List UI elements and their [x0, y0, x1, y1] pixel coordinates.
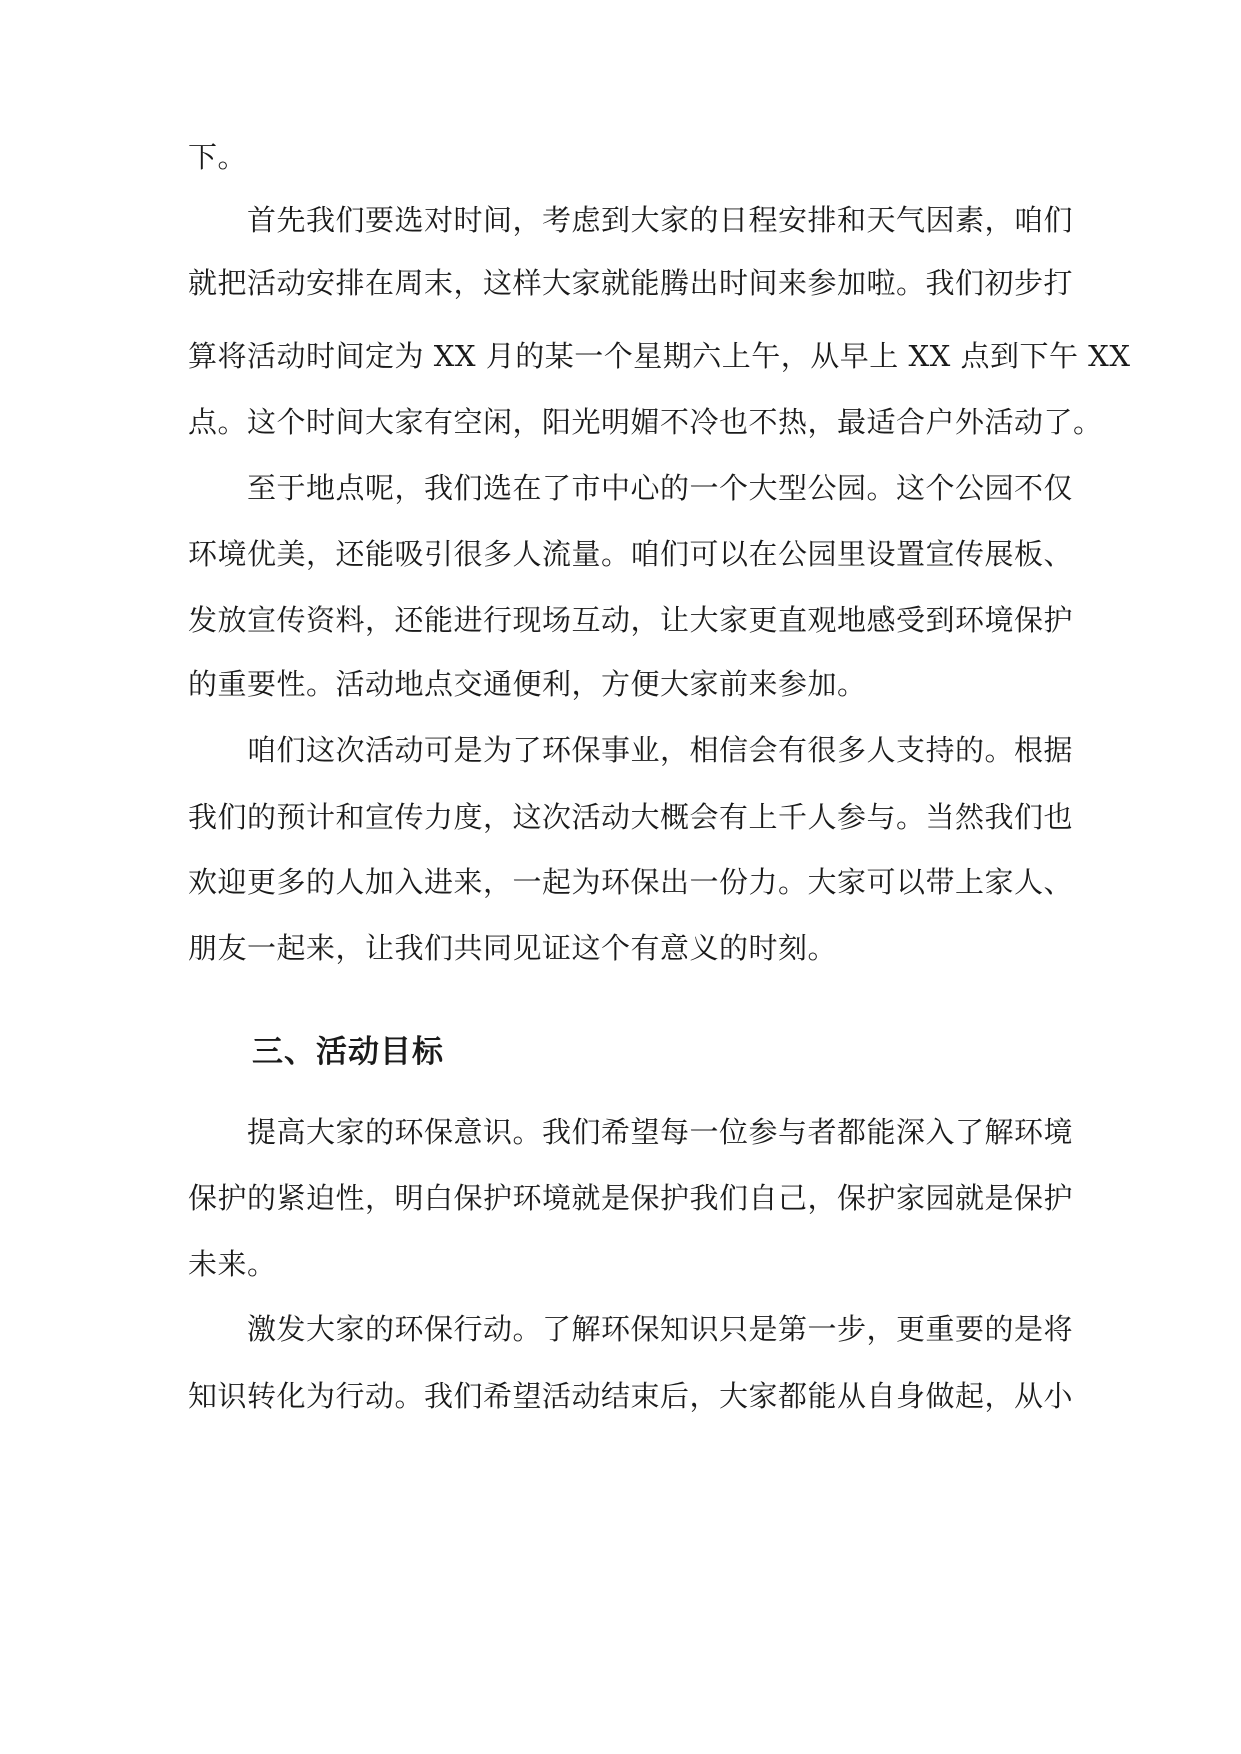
paragraph-line: 我们的预计和宣传力度，这次活动大概会有上千人参与。当然我们也: [188, 800, 1074, 834]
paragraph-line: 激发大家的环保行动。了解环保知识只是第一步，更重要的是将: [247, 1312, 1074, 1346]
paragraph-line: 保护的紧迫性，明白保护环境就是保护我们自己，保护家园就是保护: [188, 1181, 1074, 1215]
paragraph-line: 朋友一起来，让我们共同见证这个有意义的时刻。: [188, 931, 838, 965]
paragraph-line: 欢迎更多的人加入进来，一起为环保出一份力。大家可以带上家人、: [188, 865, 1074, 899]
paragraph-line: 的重要性。活动地点交通便利，方便大家前来参加。: [188, 667, 867, 701]
paragraph-line: 咱们这次活动可是为了环保事业，相信会有很多人支持的。根据: [247, 733, 1074, 767]
paragraph-line: 首先我们要选对时间，考虑到大家的日程安排和天气因素，咱们: [247, 203, 1074, 237]
paragraph-line: 未来。: [188, 1247, 277, 1281]
paragraph-line: 至于地点呢，我们选在了市中心的一个大型公园。这个公园不仅: [247, 471, 1074, 505]
paragraph-line: 提高大家的环保意识。我们希望每一位参与者都能深入了解环境: [247, 1115, 1074, 1149]
paragraph-line: 下。: [188, 140, 248, 174]
section-heading: 三、活动目标: [252, 1034, 444, 1070]
paragraph-line: 知识转化为行动。我们希望活动结束后，大家都能从自身做起，从小: [188, 1379, 1074, 1413]
paragraph-line: 环境优美，还能吸引很多人流量。咱们可以在公园里设置宣传展板、: [188, 537, 1074, 571]
paragraph-line: 发放宣传资料，还能进行现场互动，让大家更直观地感受到环境保护: [188, 603, 1074, 637]
paragraph-line: 就把活动安排在周末，这样大家就能腾出时间来参加啦。我们初步打: [188, 266, 1074, 300]
paragraph-line: 算将活动时间定为 XX 月的某一个星期六上午，从早上 XX 点到下午 XX: [188, 339, 1131, 373]
paragraph-line: 点。这个时间大家有空闲，阳光明媚不冷也不热，最适合户外活动了。: [188, 405, 1103, 439]
